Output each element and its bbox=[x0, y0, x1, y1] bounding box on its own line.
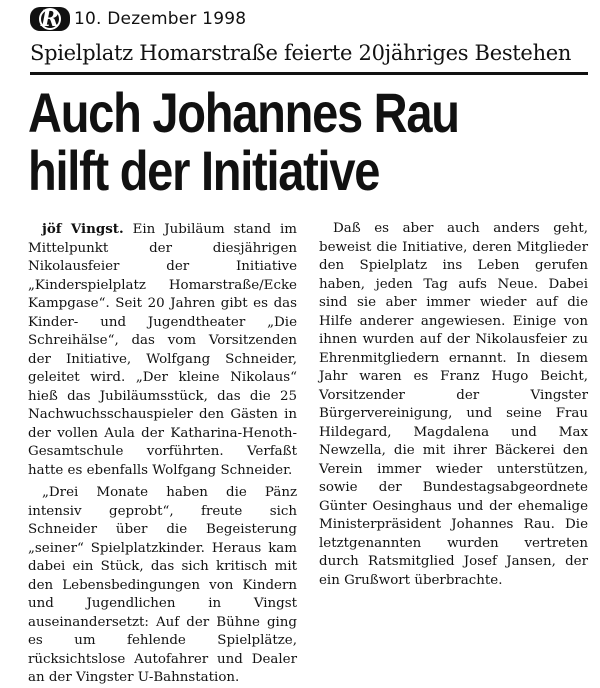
article-column-right bbox=[319, 220, 588, 688]
article-body bbox=[28, 220, 588, 688]
headline bbox=[28, 81, 498, 202]
headline-line-2: hilft der Initiative bbox=[28, 139, 380, 202]
headline-line-1: Auch Johannes Rau bbox=[28, 81, 459, 144]
kicker-subheadline: Spielplatz Homarstraße feierte 20jähriges Bestehen bbox=[30, 41, 572, 65]
article-column-left bbox=[28, 220, 297, 688]
kicker-divider bbox=[30, 72, 588, 75]
paragraph-1 bbox=[28, 220, 297, 480]
dateline: jöf Vingst. bbox=[42, 221, 124, 237]
paragraph-3: Daß es aber auch anders geht, beweist die Initiative, deren Mitglieder den Spielplatz ins Leben gerufen haben, jeden Tag aufs Neue. Dabei sind sie aber immer wieder auf die Hilfe anderer angewiesen. Einige von ihnen wurden auf der Nikolausfeier zu Ehrenmitgliedern ernannt. In diesem Jahr waren es Franz Hugo Beicht, Vorsitzender der Vingster Bürgervereinigung, und seine Frau Hildegard, Magdalena und Max Newzella, die mit ihrer Bäckerei den Verein immer wieder unterstützen, sowie der Bundestagsabgeordnete Günter Oesinghaus und der ehemalige Ministerpräsident Johannes Rau. Die letztgenannten wurden vertreten durch Ratsmitglied Josef Jansen, der ein Grußwort überbrachte. bbox=[319, 221, 588, 588]
paragraph-2: „Drei Monate haben die Pänz intensiv geprobt“, freute sich Schneider über die Begeisterung „seiner“ Spielplatzkinder. Heraus kam dabei ein Stück, das sich kritisch mit den Lebensbedingungen von Kindern und Jugendlichen in Vingst auseinandersetzt: Auf der Bühne ging es um fehlende Spielplätze, rücksichtslose Autofahrer und Dealer an der Vingster U-Bahnstation. bbox=[28, 485, 297, 685]
masthead bbox=[30, 6, 246, 32]
paragraph-1-text: Ein Jubiläum stand im Mittelpunkt der diesjährigen Nikolausfeier der Initiative „Kinderspielplatz Homarstraße/Ecke Kampgase“. Seit 20 Jahren gibt es das Kinder- und Jugendtheater „Die Schreihälse“, das vom Vorsitzenden der Initiative, Wolfgang Schneider, geleitet wird. „Der kleine Nikolaus“ hieß das Jubiläumsstück, das die 25 Nachwuchsschauspieler den Gästen in der vollen Aula der Katharina-Henoth-Gesamtschule vorführten. Verfaßt hatte es ebenfalls Wolfgang Schneider. bbox=[28, 222, 297, 478]
publication-date: 10. Dezember 1998 bbox=[74, 9, 247, 29]
circled-r-logo-icon: R bbox=[30, 7, 70, 31]
